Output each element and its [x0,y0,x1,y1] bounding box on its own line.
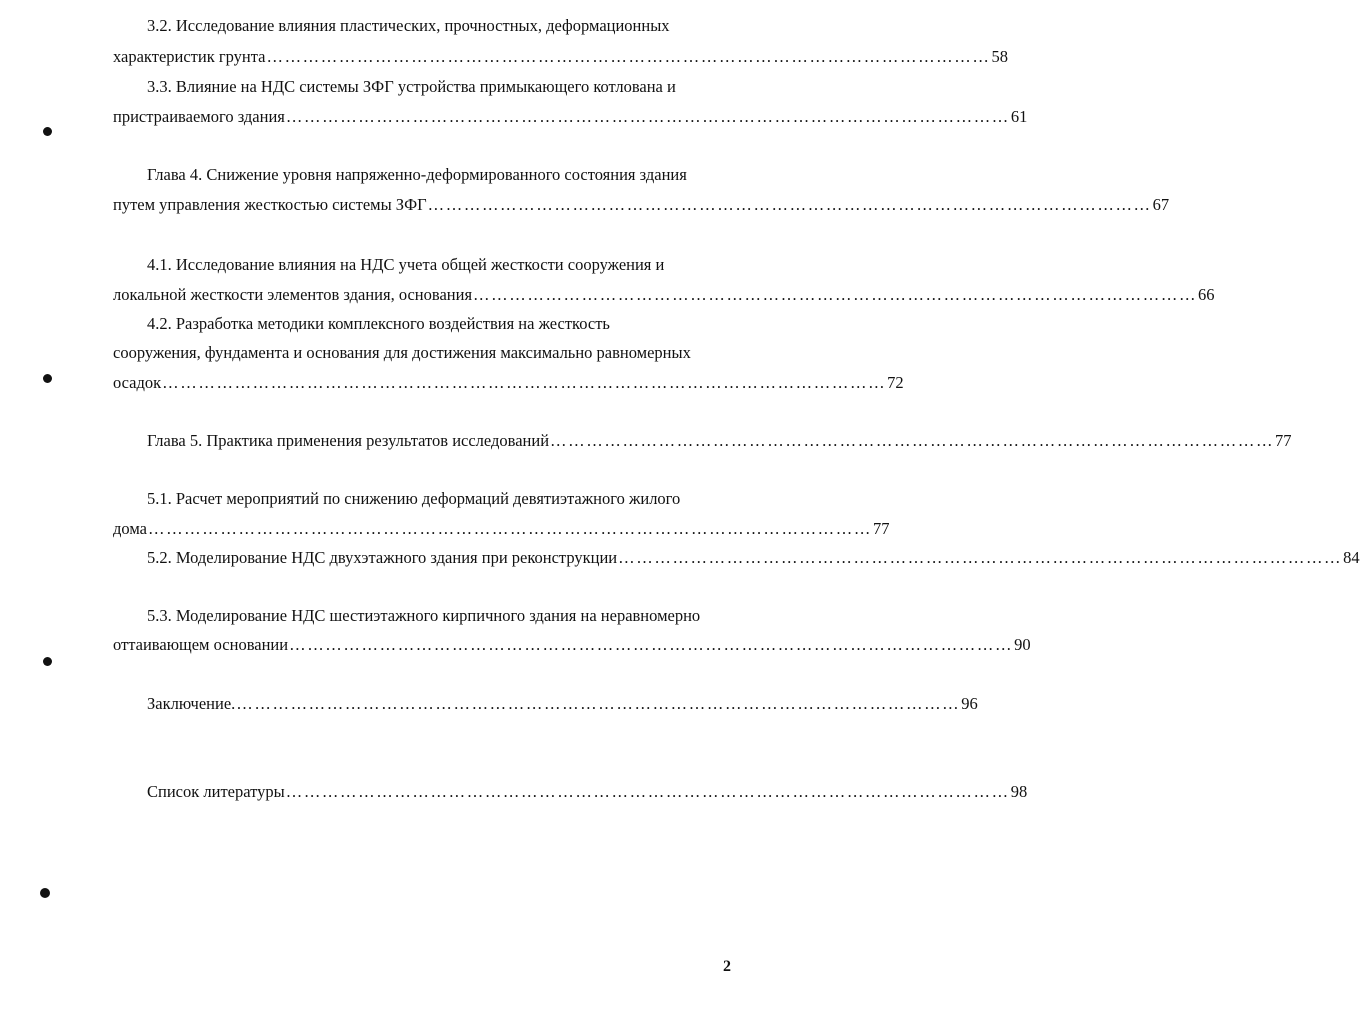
toc-ch5-page: 77 [1275,431,1292,450]
toc-4-2-entry[interactable] [113,373,904,393]
punch-hole-mark [40,888,50,898]
toc-5-1-entry[interactable] [113,519,890,539]
toc-4-2-line2: сооружения, фундамента и основания для достижения максимально равномерных [113,343,691,362]
toc-4-1-line1: 4.1. Исследование влияния на НДС учета общей жесткости сооружения и [147,255,665,274]
toc-conclusion-page: 96 [961,694,978,713]
toc-5-1-line1: 5.1. Расчет мероприятий по снижению деформаций девятиэтажного жилого [147,489,681,508]
toc-3-2-page: 58 [991,47,1008,66]
toc-5-1-line2: дома [113,519,147,538]
leader-dots: ………………………………………………………………………………………………………… [236,694,961,713]
toc-5-3-entry[interactable] [113,635,1031,655]
toc-ch5-line1: Глава 5. Практика применения результатов исследований [147,431,550,450]
toc-5-3-line1: 5.3. Моделирование НДС шестиэтажного кирпичного здания на неравномерно [147,606,701,625]
toc-references-entry[interactable] [147,782,1028,802]
leader-dots: ………………………………………………………………………………………………………… [147,519,872,538]
leader-dots: ………………………………………………………………………………………………………… [285,107,1010,126]
punch-hole-mark [43,657,52,666]
toc-4-2-line1: 4.2. Разработка методики комплексного воздействия на жесткость [147,314,610,333]
toc-3-3-entry[interactable] [113,107,1028,127]
toc-ch4-entry[interactable] [113,195,1170,215]
leader-dots: ………………………………………………………………………………………………………… [162,373,887,392]
leader-dots: ………………………………………………………………………………………………………… [550,431,1275,450]
leader-dots: ………………………………………………………………………………………………………… [618,548,1343,567]
toc-3-3-line2: пристраиваемого здания [113,107,285,126]
toc-5-3-page: 90 [1014,635,1031,654]
toc-4-1-page: 66 [1198,285,1215,304]
toc-5-1-page: 77 [872,519,890,538]
toc-3-2-line1: 3.2. Исследование влияния пластических, прочностных, деформационных [147,16,670,35]
toc-4-2-line3: осадок [113,373,162,392]
toc-3-3-page: 61 [1010,107,1028,126]
toc-conclusion-entry[interactable] [147,694,978,714]
toc-ch4-line2: путем управления жесткостью системы ЗФГ [113,195,427,214]
punch-hole-mark [43,374,52,383]
leader-dots: ………………………………………………………………………………………………………… [289,635,1014,654]
toc-5-2-entry[interactable] [147,548,1360,568]
toc-4-1-line2: локальной жесткости элементов здания, основания [113,285,473,304]
toc-5-2-line1: 5.2. Моделирование НДС двухэтажного здания при реконструкции [147,548,618,567]
toc-3-2-entry[interactable] [113,47,1008,67]
toc-3-3-line1: 3.3. Влияние на НДС системы ЗФГ устройства примыкающего котлована и [147,77,676,96]
leader-dots: ………………………………………………………………………………………………………… [427,195,1152,214]
toc-4-1-entry[interactable] [113,285,1215,305]
leader-dots: ………………………………………………………………………………………………………… [285,782,1010,801]
toc-references-label: Список литературы [147,782,285,801]
leader-dots: ………………………………………………………………………………………………………… [473,285,1198,304]
toc-5-3-line2: оттаивающем основании [113,635,289,654]
toc-ch4-line1: Глава 4. Снижение уровня напряженно-деформированного состояния здания [147,165,687,184]
punch-hole-mark [43,127,52,136]
toc-5-2-page: 84 [1343,548,1360,567]
toc-4-2-page: 72 [887,373,904,392]
page-number: 2 [723,958,731,975]
leader-dots: ………………………………………………………………………………………………………… [266,47,991,66]
toc-ch4-page: 67 [1152,195,1170,214]
toc-ch5-entry[interactable] [147,431,1292,451]
toc-conclusion-label: Заключение. [147,694,236,713]
toc-references-page: 98 [1010,782,1028,801]
toc-3-2-line2: характеристик грунта [113,47,266,66]
